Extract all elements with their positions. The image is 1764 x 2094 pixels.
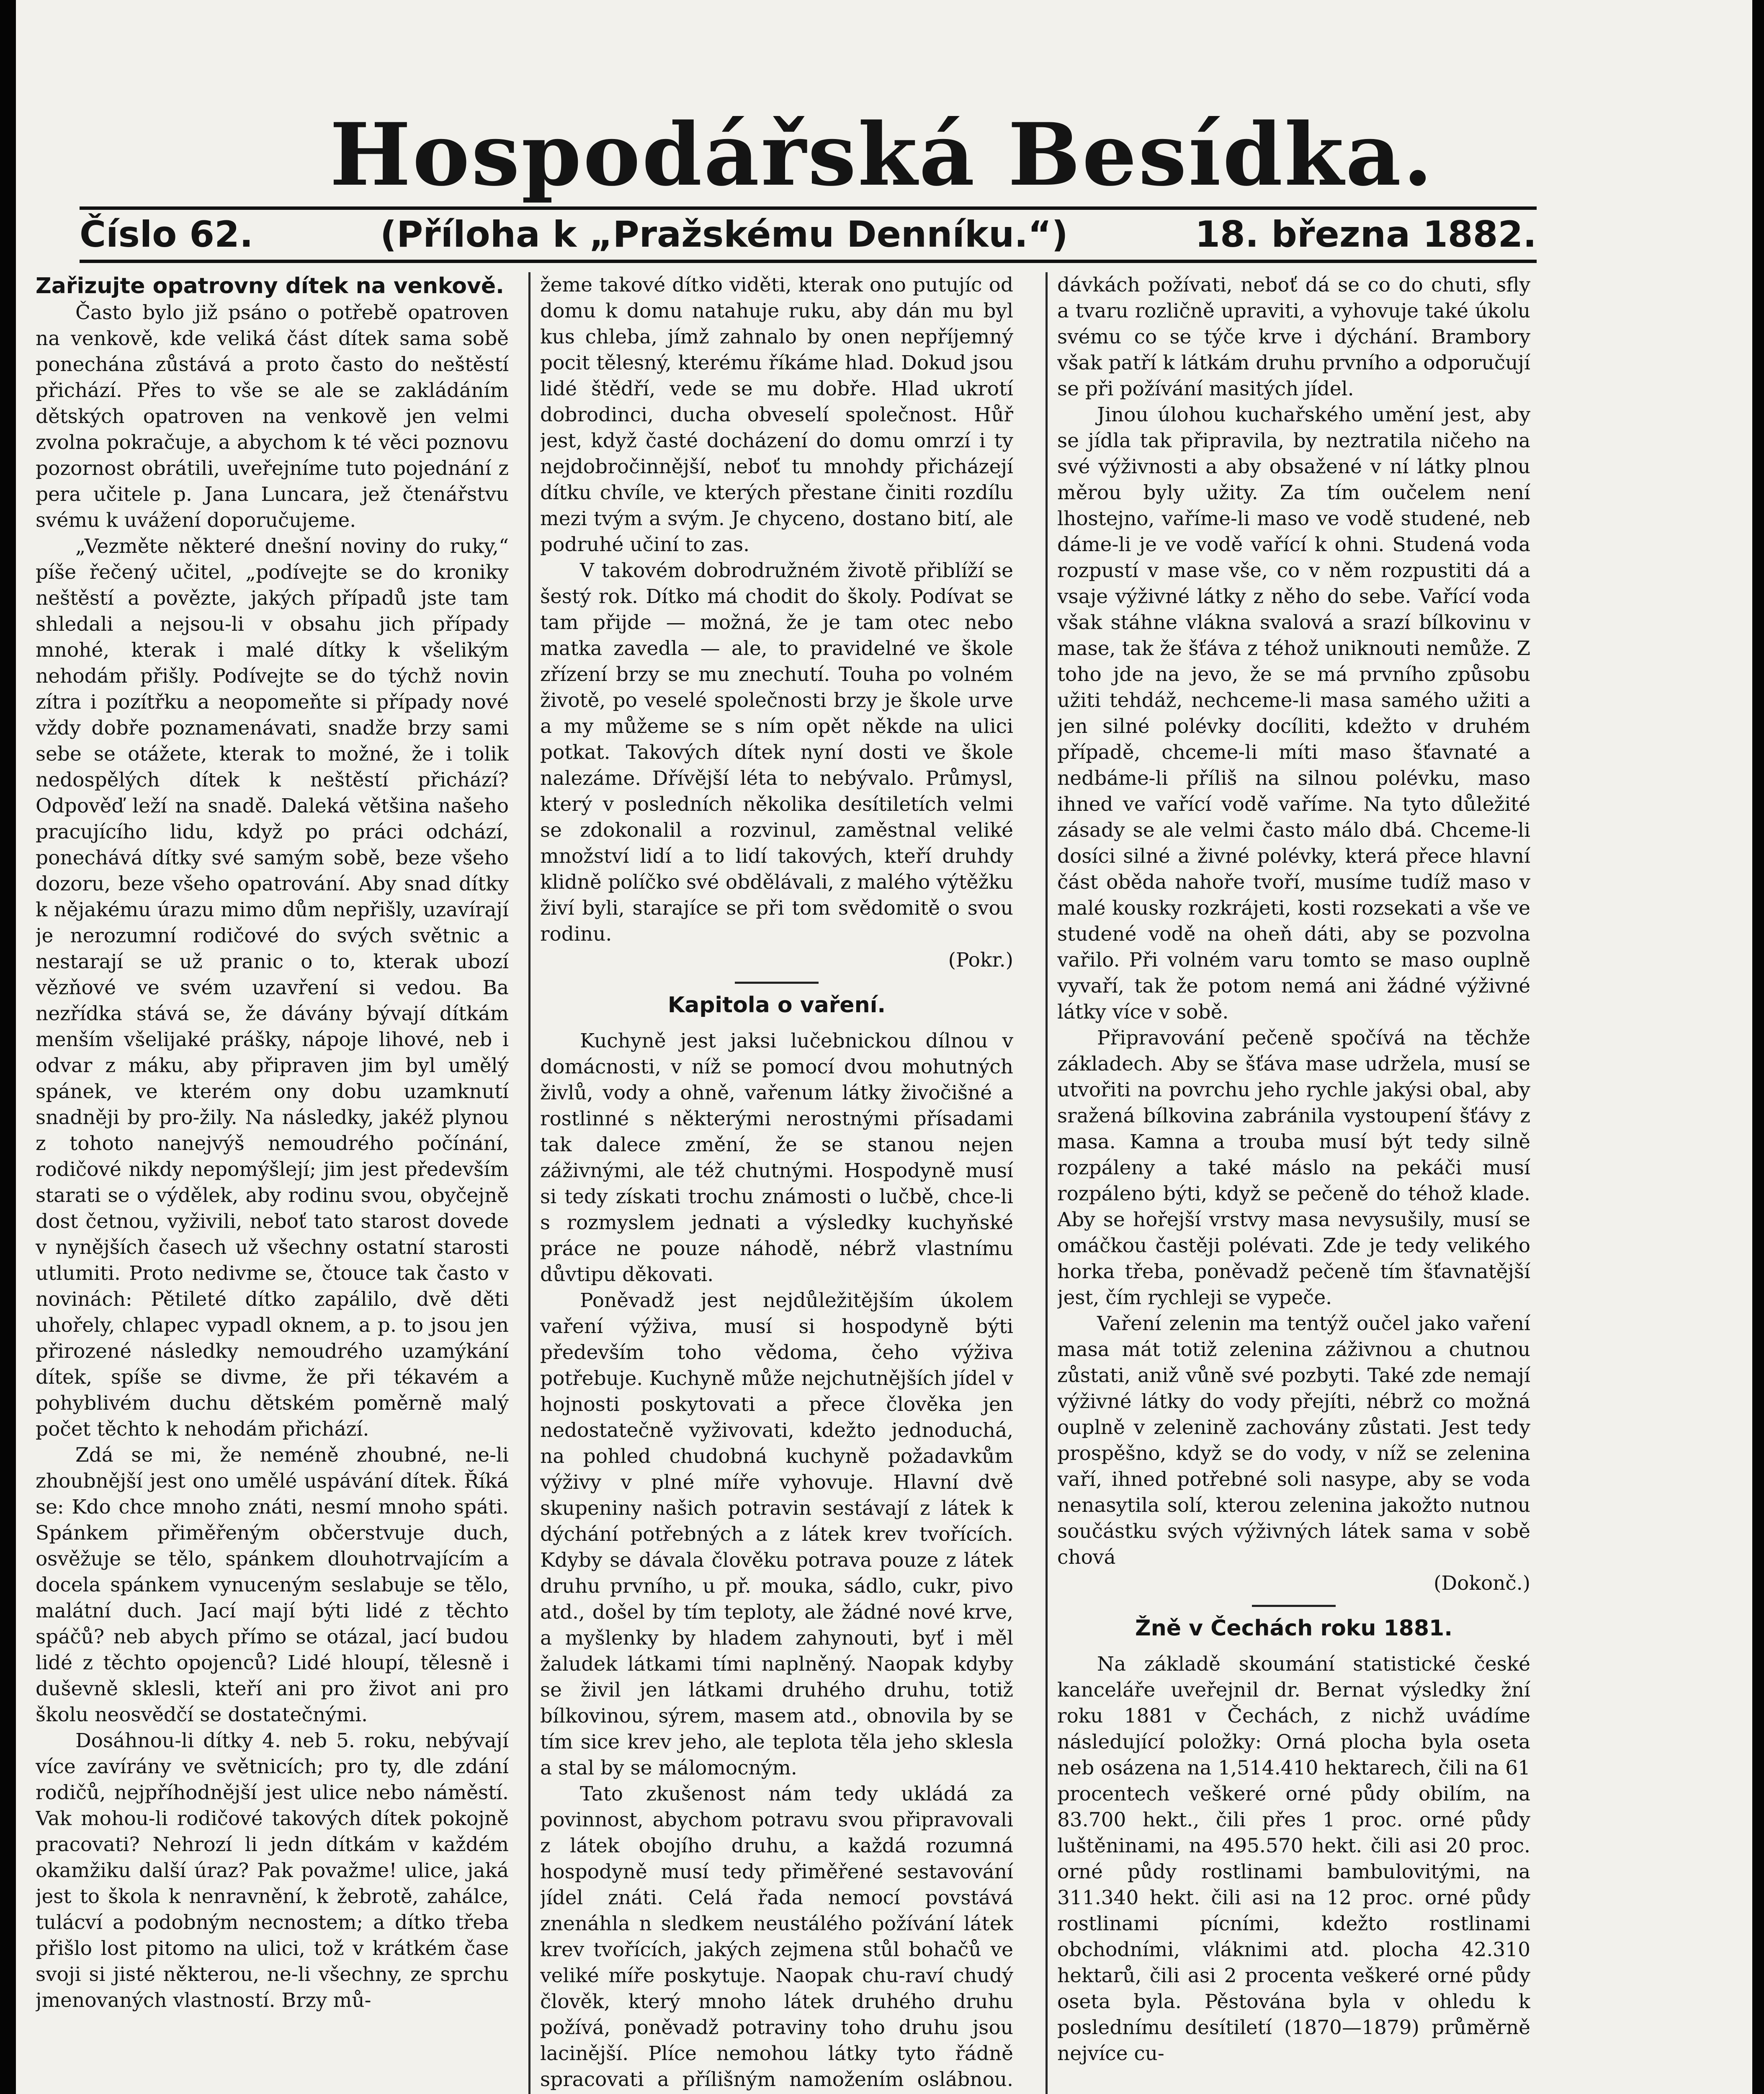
article-heading: Kapitola o vaření. — [667, 993, 886, 1018]
column-1 — [36, 272, 509, 2094]
newspaper-title: Hospodářská Besídka. — [330, 105, 1434, 205]
supplement-note: (Příloha k „Pražskému Denníku.“) — [380, 214, 1068, 255]
article-paragraph: Dosáhnou-li dítky 4. neb 5. roku, nebývají více zavírány ve světnicích; pro ty, dle zdání rodičů, nejpříhodnější jest ulice nebo náměstí. Vak mohou-li rodičové takových dítek pokojně pracovati? Nehrozí li jedn dítkám v každém okamžiku další úraz? Pak považme! ulice, jaká jest to škola k nenravnění, k žebrotě, zahálce, tulácví a podobným necnostem; a dítko třeba přišlo lost pitomo na ulici, tož v krátkém čase svoji si jisté některou, ne-li všechny, ze sprchu jmenovaných vlastností. Brzy mů- — [36, 1729, 509, 2012]
continuation-note: (Dokonč.) — [1434, 1572, 1530, 1595]
article-paragraph: Vaření zelenin ma tentýž oučel jako vaření masa mát totiž zelenina záživnou a chutnou zůstati, aniž vůně své pozbyti. Také zde nemají výživné látky do vody přejíti, nébrž co možná ouplně v zelenině zachovány zůstati. Jest tedy prospěšno, když se do vody, v níž se zelenina vaří, ihned potřebné soli nasype, aby se voda nenasytila solí, kterou zelenina jakožto nutnou součástku svých výživných látek sama v sobě chová — [1057, 1312, 1530, 1569]
column-2 — [540, 272, 1013, 2094]
article-paragraph: žeme takové dítko viděti, kterak ono putujíc od domu k domu natahuje ruku, aby dán mu byl kus chleba, jímž zahnalo by onen nepříjemný pocit tělesný, kterému říkáme hlad. Dokud jsou lidé štědří, vede se mu dobře. Hlad ukrotí dobrodinci, ducha obveselí společnost. Hůř jest, když časté docházení do domu omrzí i ty nejdobročinnější, neboť tu mnohdy přicházejí dítku chvíle, ve kterých přestane činiti rozdílu mezi tvým a svým. Je chyceno, dostano bití, ale podruhé učiní to zas. — [540, 273, 1013, 556]
scan-border-right — [1752, 0, 1764, 2094]
article-paragraph: Zdá se mi, že neméně zhoubné, ne-li zhoubnější jest ono umělé uspávání dítek. Říká se: Kdo chce mnoho znáti, nesmí mnoho spáti. Spánkem přiměřeným občerstvuje duch, osvěžuje se tělo, spánkem dlouhotrvajícím a docela spánkem vynuceným seslabuje se tělo, malátní duch. Jací mají býti lidé z těchto spáčů? neb abych přímo se otázal, jací budou lidé z těchto opojenců? Lidé hloupí, tělesně i duševně sklesli, kteří ani pro život ani pro školu neosvědčí se dostatečnými. — [36, 1444, 509, 1726]
article-separator — [735, 982, 819, 984]
article-heading: Žně v Čechách roku 1881. — [1135, 1616, 1452, 1641]
article-paragraph: Na základě skoumání statistické české kanceláře uveřejnil dr. Bernat výsledky žní roku 1881 v Čechách, z nichž uvádíme následující položky: Orná plocha byla oseta neb osázena na 1,514.410 hektarech, čili na 61 procentech veškeré orné půdy obilím, na 83.700 hekt., čili přes 1 proc. orné půdy luštěninami, na 495.570 hekt. čili asi 20 proc. orné půdy rostlinami bambulovitými, na 311.340 hekt. čili asi na 12 proc. orné půdy rostlinami pícními, kdežto rostlinami obchodními, vláknimi atd. plocha 42.310 hektarů, čili asi 2 procenta veškeré orné půdy oseta byla. Pěstována byla v ohledu k poslednímu desítiletí (1870—1879) průměrně nejvíce cu- — [1057, 1653, 1530, 2065]
masthead-rule-bottom — [80, 260, 1537, 263]
article-paragraph: „Vezměte některé dnešní noviny do ruky,“ píše řečený učitel, „podívejte se do kroniky neštěstí a povězte, jakých případů jste tam shledali a nejsou-li v obsahu jich případy mnohé, kterak i malé dítky k všelikým nehodám přišly. Podívejte se do týchž novin zítra i pozítřku a neopomeňte si případy nové vždy dobře poznamenávati, snadže brzy sami sebe se otážete, kterak to možné, že i tolik nedospělých dítek k neštěstí přichází? Odpověď leží na snadě. Daleká většina našeho pracujícího lidu, když po práci odchází, ponechává dítky své samým sobě, beze všeho dozoru, beze všeho opatrování. Aby snad dítky k nějakému úrazu mimo dům nepřišly, uzavírají je nerozumní rodičové do svých světnic a nestarají se už pranic o to, kterak ubozí vězňové ve svém uzavření si vedou. Ba nezřídka stává se, že dávány bývají dítkám menším všelijaké prášky, nápoje lihové, neb i odvar z máku, aby připraven jim byl umělý spánek, ve kterém ony dobu uzamknutí snadněji by pro-žily. Na následky, jakéž plynou z tohoto nanejvýš nemoudrého počínání, rodičové nikdy nepomýšlejí; jim jest především starati se o výdělek, aby rodinu svou, obyčejně dost četnou, vyživili, neboť tato starost dovede v nynějších časech už všechny ostatní starosti utlumiti. Proto nedivme se, čtouce tak často v novinách: Pětileté dítko zapálilo, dvě děti uhořely, chlapec vypadl oknem, a p. to jsou jen přirozené následky nemoudrého uzamýkání dítek, spíše se divme, že při tékavém a pohyblivém duchu dětském poměrně malý počet těchto k nehodám přichází. — [36, 535, 509, 1441]
article-paragraph: Často bylo již psáno o potřebě opatroven na venkově, kde veliká část dítek sama sobě ponechána zůstává a proto často do neštěstí přichází. Přes to vše se ale se zakládáním dětských opatroven na venkově jen velmi zvolna pokračuje, a abychom k té věci poznovu pozornost obrátili, uveřejníme tuto pojednání z pera učitele p. Jana Luncara, jež čtenářstvu svému k uvážení doporučujeme. — [36, 301, 509, 532]
issue-number: Číslo 62. — [80, 214, 253, 255]
article-separator — [1252, 1605, 1336, 1607]
issue-date: 18. března 1882. — [1195, 214, 1537, 255]
scan-border-left — [0, 0, 16, 2094]
column-3 — [1057, 272, 1530, 2094]
column-divider — [1046, 272, 1048, 2094]
article-paragraph: Tato zkušenost nám tedy ukládá za povinnost, abychom potravu svou připravovali z látek obojího druhu, a každá rozumná hospodyně musí tedy přiměřené sestavování jídel znáti. Celá řada nemocí povstává znenáhla n sledkem neustálého požívání látek krev tvořících, jakých zejmena stůl bohačů ve veliké míře poskytuje. Naopak chu-raví chudý člověk, který mnoho látek druhého druhu požívá, poněvadž potraviny toho druhu jsou lacinější. Plíce nemohou látky tyto řádně spracovati a přílišným namožením oslábnou. — [540, 1782, 1013, 2091]
column-divider — [528, 272, 530, 2094]
article-paragraph: Kuchyně jest jaksi lučebnickou dílnou v domácnosti, v níž se pomocí dvou mohutných živlů, vody a ohně, vařenum látky živočišné a rostlinné s některými nerostnými přísadami tak dalece změní, že se stanou nejen záživnými, ale též chutnými. Hospodyně musí si tedy získati trochu známosti o lučbě, chce-li s rozmyslem jednati a výsledky kuchyňské práce ne pouze náhodě, nébrž vlastnímu důvtipu děkovati. — [540, 1029, 1013, 1286]
article-paragraph: Poněvadž jest nejdůležitějším úkolem vaření výživa, musí si hospodyně býti především toho vědoma, čeho výživa potřebuje. Kuchyně může nejchutnějších jídel v hojnosti poskytovati a přece člověka jen nedostatečně vyživovati, kdežto jednoduchá, na pohled chudobná kuchyně požadavkům výživy v plné míře vyhovuje. Hlavní dvě skupeniny našich potravin sestávají z látek k dýchání potřebných a z látek krev tvořících. Kdyby se dávala člověku potrava pouze z látek druhu prvního, u př. mouka, sádlo, cukr, pivo atd., došel by tím teploty, ale žádné nové krve, a myšlenky by hladem zahynouti, byť i měl žaludek látkami tími naplněný. Naopak kdyby se živil jen látkami druhého druhu, totiž bílkovinou, sýrem, masem atd., obnovila by se tím sice krev jeho, ale teplota těla jeho sklesla a stal by se málomocným. — [540, 1289, 1013, 1779]
article-paragraph: Připravování pečeně spočívá na těchže základech. Aby se šťáva mase udržela, musí se utvořiti na povrchu jeho rychle jakýsi obal, aby sražená bílkovina zabránila vystoupení šťávy z masa. Kamna a trouba musí být tedy silně rozpáleny a také máslo na pekáči musí rozpáleno býti, když se pečeně do téhož klade. Aby se hořejší vrstvy masa nevysušily, musí se omáčkou častěji polévati. Zde je tedy velikého horka třeba, poněvadž pečeně tím šťavnatější jest, čím rychleji se vypeče. — [1057, 1026, 1530, 1309]
continuation-note: (Pokr.) — [948, 949, 1013, 972]
dateline — [80, 211, 1537, 258]
article-paragraph: Jinou úlohou kuchařského umění jest, aby se jídla tak připravila, by neztratila ničeho na své výživnosti a aby obsažené v ní látky plnou měrou byly užity. Za tím oučelem není lhostejno, vaříme-li maso ve vodě studené, neb dáme-li je ve vodě vařící k ohni. Studená voda rozpustí v mase vše, co v něm rozpustiti dá a vsaje výživné látky z něho do sebe. Vařící voda však stáhne vlákna svalová a srazí bílkovinu v mase, tak že šťáva z téhož uniknouti nemůže. Z toho jde na jevo, že se má prvního způsobu užiti tehdáž, nechceme-li masa samého užiti a jen silné polévky docíliti, kdežto v druhém případě, chceme-li míti maso šťavnaté a nedbáme-li příliš na silnou polévku, maso ihned ve vařící vodě vaříme. Na tyto důležité zásady se ale velmi často málo dbá. Chceme-li dosíci silné a živné polévky, která přece hlavní část oběda nahoře tvoří, musíme tudíž maso v malé kousky rozkrájeti, kosti rozsekati a vše ve studené vodě na oheň dáti, aby se pozvolna vařilo. Při volném varu tomto se maso ouplně vyvaří, tak že potom nemá ani žádné výživné látky více v sobě. — [1057, 403, 1530, 1024]
article-paragraph: V takovém dobrodružném životě přiblíží se šestý rok. Dítko má chodit do školy. Podívat se tam přijde — možná, že je tam otec nebo matka zavedla — ale, to pravidelné ve škole zřízení brzy se mu znechutí. Touha po volném životě, po veselé společnosti brzy je škole urve a my můžeme se s ním opět někde na ulici potkat. Takových dítek nyní dosti ve škole nalezáme. Dřívější léta to nebývalo. Průmysl, který v posledních několika desítiletích velmi se zdokonalil a rozvinul, zaměstnal veliké množství lidí a to lidí takových, kteří druhdy klidně políčko své obdělávali, z malého výtěžku živí byli, starajíce se při tom svědomitě o svou rodinu. — [540, 559, 1013, 946]
masthead-rule-top — [80, 206, 1537, 210]
article-heading: Zařizujte opatrovny dítek na venkově. — [36, 273, 504, 299]
article-paragraph: dávkách požívati, neboť dá se co do chuti, sfly a tvaru rozličně upraviti, a vyhovuje také úkolu svému co se týče krve i dýchání. Brambory však patří k látkám druhu prvního a odporučují se při požívání masitých jídel. — [1057, 273, 1530, 400]
